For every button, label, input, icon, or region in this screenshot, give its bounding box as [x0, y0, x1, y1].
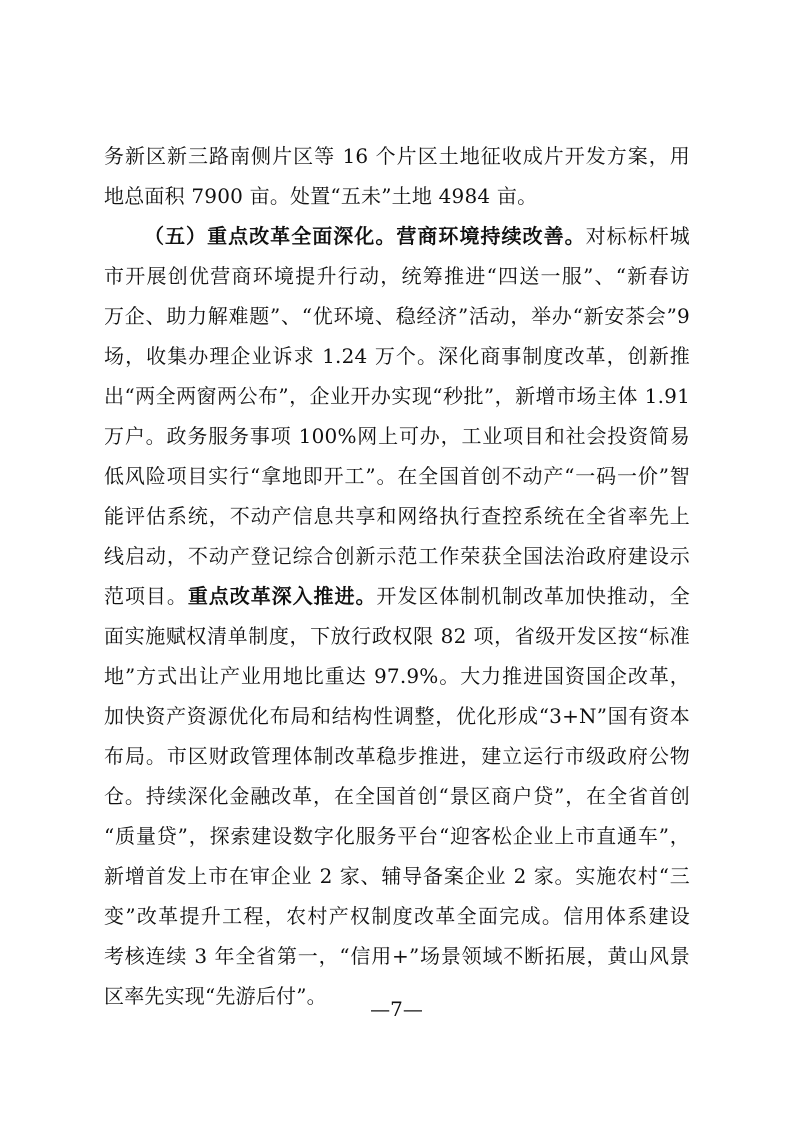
text-line — [104, 776, 690, 816]
text-line — [104, 696, 690, 736]
text-line — [104, 456, 690, 496]
body-text-run: 务新区新三路南侧片区等 16 个片区土地征收成片开发方案，用 — [104, 144, 690, 168]
page-number: —7— — [370, 997, 423, 1021]
text-line — [104, 576, 690, 616]
body-text-run: 能评估系统，不动产信息共享和网络执行查控系统在全省率先上 — [104, 504, 690, 528]
body-text-run: 万户。政务服务事项 100%网上可办，工业项目和社会投资简易 — [104, 424, 690, 448]
body-text-run: 地”方式出让产业用地比重达 97.9%。大力推进国资国企改革， — [104, 664, 690, 688]
text-line — [104, 856, 690, 896]
text-line — [104, 136, 690, 176]
text-line — [104, 376, 690, 416]
body-text-run: “质量贷”，探索建设数字化服务平台“迎客松企业上市直通车”， — [104, 824, 690, 848]
text-line — [104, 736, 690, 776]
body-text-run: 万企、助力解难题”、“优环境、稳经济”活动，举办“新安茶会”9 — [104, 304, 690, 328]
text-line — [104, 936, 690, 976]
body-text-run: 新增首发上市在审企业 2 家、辅导备案企业 2 家。实施农村“三 — [104, 864, 690, 888]
text-line — [104, 656, 690, 696]
bold-heading-text: （五）重点改革全面深化。 — [144, 224, 397, 248]
body-text-run: 考核连续 3 年全省第一，“信用+”场景领域不断拓展，黄山风景 — [104, 944, 690, 968]
body-text-run: 范项目。 — [104, 584, 188, 608]
body-text-run: 面实施赋权清单制度，下放行政权限 82 项，省级开发区按“标准 — [104, 624, 690, 648]
text-line — [104, 216, 690, 256]
text-line — [104, 496, 690, 536]
text-line — [104, 336, 690, 376]
body-text-run: 地总面积 7900 亩。处置“五未”土地 4984 亩。 — [104, 184, 538, 208]
bold-heading-text: 营商环境持续改善。 — [396, 224, 586, 248]
bold-heading-text: 重点改革深入推进。 — [187, 584, 377, 608]
body-text-run: 场，收集办理企业诉求 1.24 万个。深化商事制度改革，创新推 — [104, 344, 690, 368]
body-text-run: 仓。持续深化金融改革，在全国首创“景区商户贷”，在全省首创 — [104, 784, 690, 808]
text-line — [104, 896, 690, 936]
body-text-run: 出“两全两窗两公布”，企业开办实现“秒批”，新增市场主体 1.91 — [104, 384, 690, 408]
text-line — [104, 256, 690, 296]
text-line — [104, 616, 690, 656]
body-text-run: 低风险项目实行“拿地即开工”。在全国首创不动产“一码一价”智 — [104, 464, 690, 488]
body-text-run: 布局。市区财政管理体制改革稳步推进，建立运行市级政府公物 — [104, 744, 690, 768]
body-text-run: 变”改革提升工程，农村产权制度改革全面完成。信用体系建设 — [104, 904, 690, 928]
body-text-run: 对标标杆城 — [585, 224, 690, 248]
text-line — [104, 816, 690, 856]
text-line — [104, 416, 690, 456]
body-text-run: 区率先实现“先游后付”。 — [104, 984, 327, 1008]
text-line — [104, 296, 690, 336]
body-text-run: 开发区体制机制改革加快推动，全 — [376, 584, 690, 608]
body-text — [104, 136, 690, 1016]
body-text-run: 加快资产资源优化布局和结构性调整，优化形成“3+N”国有资本 — [104, 704, 690, 728]
text-line — [104, 176, 690, 216]
body-text-run: 线启动，不动产登记综合创新示范工作荣获全国法治政府建设示 — [104, 544, 690, 568]
text-line — [104, 536, 690, 576]
body-text-run: 市开展创优营商环境提升行动，统筹推进“四送一服”、“新春访 — [104, 264, 690, 288]
